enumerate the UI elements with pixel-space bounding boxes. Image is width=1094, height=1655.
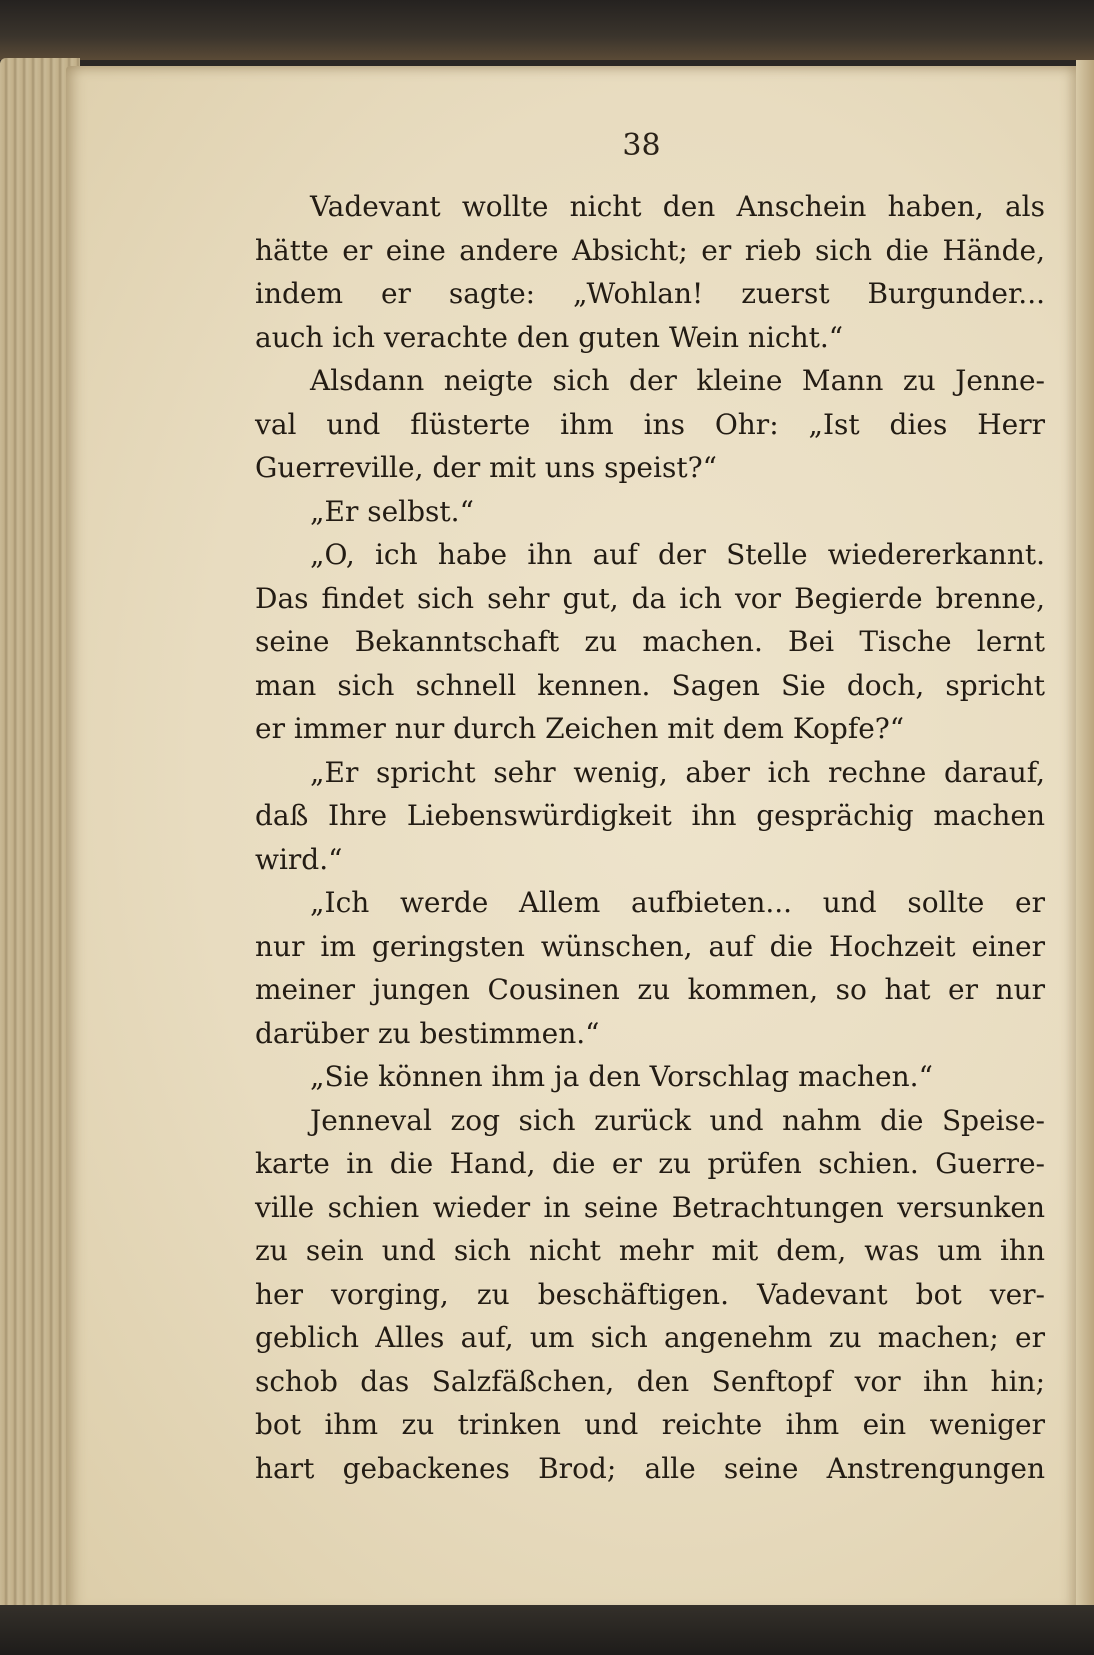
text-line: auch ich verachte den guten Wein nicht.“ [255, 320, 844, 354]
text-line: Das findet sich sehr gut, da ich vor Begierde brenne, [255, 581, 1045, 615]
book-bottom-edge [0, 1605, 1094, 1655]
book-top-edge [0, 0, 1094, 60]
page-number: 38 [622, 128, 661, 163]
text-line: hätte er eine andere Absicht; er rieb sich die Hände, [255, 233, 1045, 267]
text-line: „O, ich habe ihn auf der Stelle wiedererkannt. [310, 538, 1045, 571]
text-line: Jenneval zog sich zurück und nahm die Speise- [310, 1103, 1045, 1137]
text-line: „Sie können ihm ja den Vorschlag machen.“ [310, 1060, 933, 1093]
text-line: geblich Alles auf, um sich angenehm zu machen; er [255, 1321, 1045, 1354]
text-line: karte in die Hand, die er zu prüfen schien. Guerre- [255, 1147, 1045, 1180]
text-line: hart gebackenes Brod; alle seine Anstrengungen [255, 1451, 1045, 1485]
text-line: „Er spricht sehr wenig, aber ich rechne darauf, [310, 755, 1045, 789]
text-line: ville schien wieder in seine Betrachtungen versunken [255, 1190, 1045, 1224]
text-line: her vorging, zu beschäftigen. Vadevant bot ver- [255, 1277, 1045, 1311]
text-line: seine Bekanntschaft zu machen. Bei Tische lernt [255, 625, 1045, 658]
page-text [255, 185, 1045, 1490]
text-line: Vadevant wollte nicht den Anschein haben, als [310, 190, 1045, 223]
text-line: darüber zu bestimmen.“ [255, 1016, 600, 1050]
text-line: er immer nur durch Zeichen mit dem Kopfe?“ [255, 712, 905, 745]
text-line: Guerreville, der mit uns speist?“ [255, 451, 717, 484]
text-line: nur im geringsten wünschen, auf die Hochzeit einer [255, 929, 1045, 963]
text-line: bot ihm zu trinken und reichte ihm ein weniger [255, 1408, 1045, 1441]
text-line: zu sein und sich nicht mehr mit dem, was um ihn [255, 1234, 1045, 1267]
text-line: indem er sagte: „Wohlan! zuerst Burgunder... [255, 277, 1045, 310]
text-line: Alsdann neigte sich der kleine Mann zu Jenne- [310, 364, 1045, 397]
text-line: wird.“ [255, 842, 343, 876]
page-right-edge [1076, 60, 1094, 1620]
text-line: man sich schnell kennen. Sagen Sie doch, spricht [255, 668, 1045, 702]
text-line: schob das Salzfäßchen, den Senftopf vor ihn hin; [255, 1364, 1045, 1398]
text-line: daß Ihre Liebenswürdigkeit ihn gesprächig machen [255, 799, 1045, 832]
text-line: „Er selbst.“ [310, 494, 474, 528]
text-line: meiner jungen Cousinen zu kommen, so hat er nur [255, 973, 1045, 1006]
text-line: val und flüsterte ihm ins Ohr: „Ist dies Herr [255, 407, 1045, 441]
text-line: „Ich werde Allem aufbieten... und sollte er [310, 886, 1045, 919]
